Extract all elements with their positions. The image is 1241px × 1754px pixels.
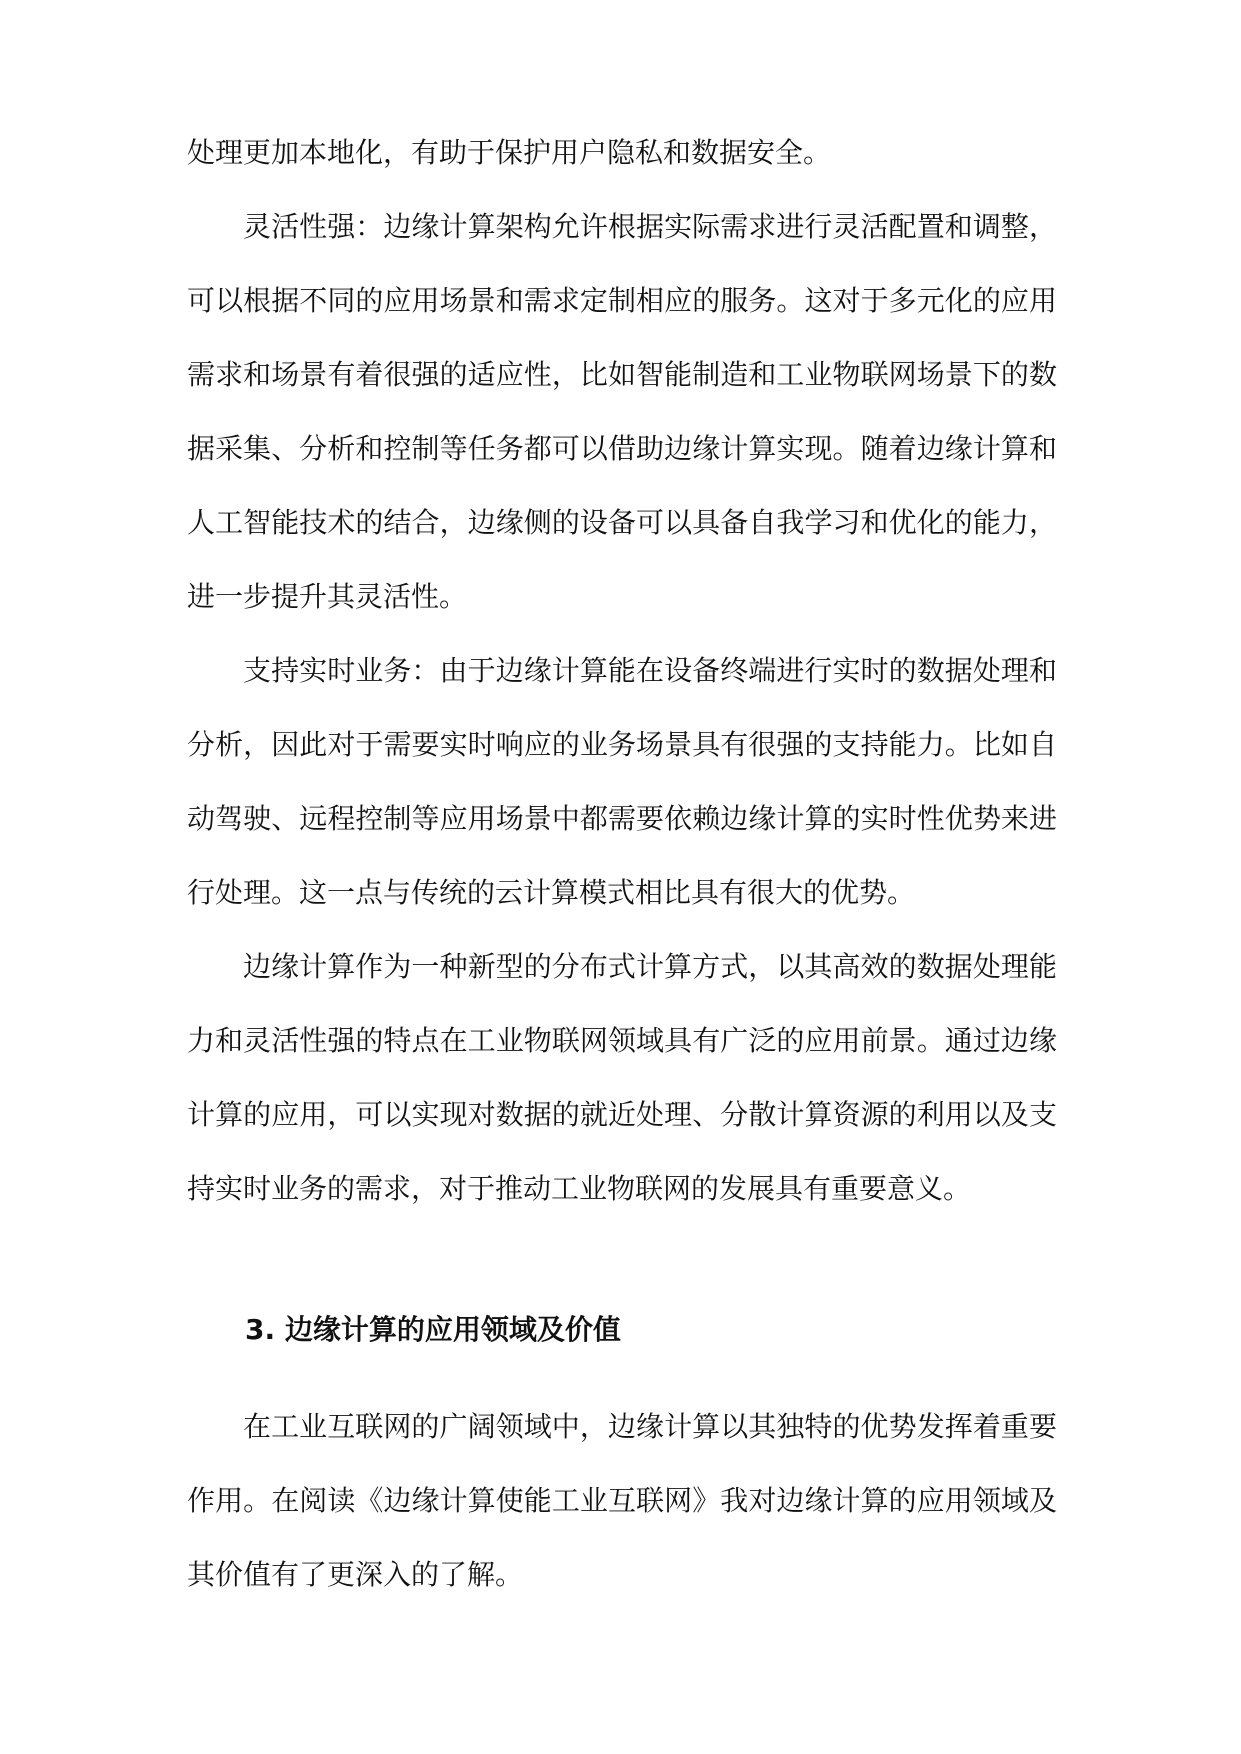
paragraph-continuation: 处理更加本地化，有助于保护用户隐私和数据安全。 [187, 136, 832, 169]
body-text-top [187, 116, 1057, 1226]
paragraph-intro: 在工业互联网的广阔领域中，边缘计算以其独特的优势发挥着重要作用。在阅读《边缘计算使能工业互联网》我对边缘计算的应用领域及其价值有了更深入的了解。 [187, 1410, 1057, 1591]
paragraph-realtime: 支持实时业务：由于边缘计算能在设备终端进行实时的数据处理和分析，因此对于需要实时响应的业务场景具有很强的支持能力。比如自动驾驶、远程控制等应用场景中都需要依赖边缘计算的实时性优势来进行处理。这一点与传统的云计算模式相比具有很大的优势。 [187, 654, 1057, 909]
body-text-bottom [187, 1390, 1057, 1612]
section-heading: 3. 边缘计算的应用领域及价值 [245, 1313, 621, 1346]
paragraph-flexibility: 灵活性强：边缘计算架构允许根据实际需求进行灵活配置和调整，可以根据不同的应用场景和需求定制相应的服务。这对于多元化的应用需求和场景有着很强的适应性，比如智能制造和工业物联网场景下的数据采集、分析和控制等任务都可以借助边缘计算实现。随着边缘计算和人工智能技术的结合，边缘侧的设备可以具备自我学习和优化的能力，进一步提升其灵活性。 [187, 210, 1057, 613]
paragraph-summary: 边缘计算作为一种新型的分布式计算方式，以其高效的数据处理能力和灵活性强的特点在工业物联网领域具有广泛的应用前景。通过边缘计算的应用，可以实现对数据的就近处理、分散计算资源的利用以及支持实时业务的需求，对于推动工业物联网的发展具有重要意义。 [187, 950, 1057, 1205]
